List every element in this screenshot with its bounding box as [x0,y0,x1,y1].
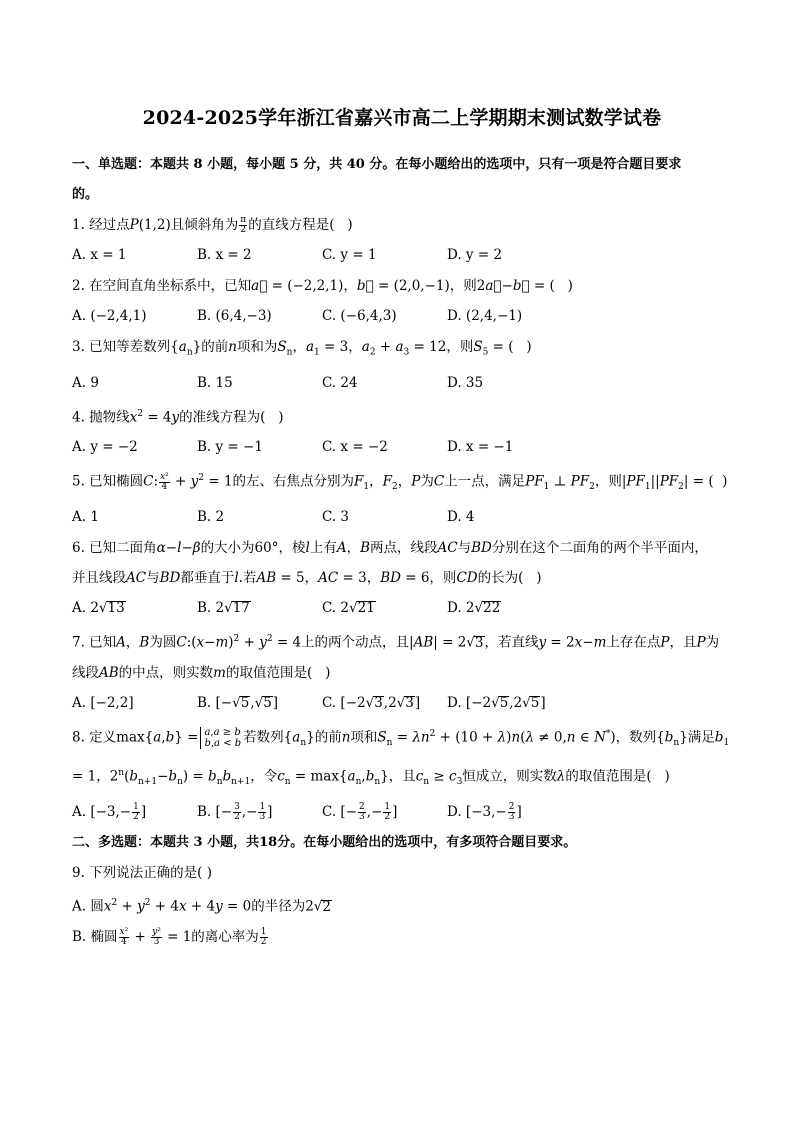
question-2-options [72,301,732,332]
q8-option-c[interactable]: C. [− $\frac{2}{3}$ ,− $\frac{1}{2}$ ] [322,802,398,823]
q1-option-a[interactable]: A. x = 1 [72,247,127,263]
q4-option-a[interactable]: A. y = −2 [72,439,138,456]
question-4: 4. 抛物线$x^2 = 4y$的准线方程为( ) [72,408,284,426]
question-5-options [72,502,732,533]
q6-option-a[interactable]: A. 2√13 [72,600,125,617]
q3-option-c[interactable]: C. 24 [322,374,358,391]
q6-option-c[interactable]: C. 2√21 [322,600,375,617]
question-6: 6. 已知二面角α−l−β的大小为60°，棱l上有A，B两点，线段AC与BD分别在这个二面角的两个半平面内， 并且线段AC与BD都垂直于l.若AB = 5，AC = 3，BD = 6，则CD的长为( ) [72,540,708,587]
q7-option-b[interactable]: B. [−√5,√5] [197,694,279,711]
q1-option-d[interactable]: D. y = 2 [447,247,503,263]
section-2-heading: 二、多选题：本题共 3 小题，共18分。在每小题给出的选项中，有多项符合题目要求。 [72,835,577,851]
q3-option-d[interactable]: D. 35 [447,374,484,391]
q4-option-c[interactable]: C. x = −2 [322,439,388,456]
q8-option-d[interactable]: D. [−3,− $\frac{2}{3}$ ] [447,802,522,823]
q2-option-a[interactable]: A. (−2,4,1) [72,308,147,324]
q1-option-b[interactable]: B. x = 2 [197,247,252,263]
q9-option-a[interactable]: A. 圆$x^2 + y^2 + 4x + 4y = 0$的半径为2√2 [72,898,331,915]
question-7: 7. 已知A，B为圆$C:(x-m)^2 + y^2 = 4$上的两个动点，且|AB| = 2√3，若直线y = 2x−m上存在点P，且P为 线段AB的中点，则实数m的取值范围是( ) [72,634,720,681]
section-1-heading [72,150,732,210]
question-3-options [72,368,732,399]
q8-option-b[interactable]: B. [− $\frac{3}{2}$ ,− $\frac{1}{3}$ ] [197,802,273,823]
question-2: 2. 在空间直角坐标系中，已知a⃗ = (−2,2,1)，b⃗ = (2,0,−1)，则2a⃗−b⃗ = ( ) [72,278,573,294]
q3-option-a[interactable]: A. 9 [72,374,99,391]
exam-title: 2024-2025学年浙江省嘉兴市高二上学期期末测试数学试卷 [142,107,662,129]
q2-option-d[interactable]: D. (2,4,−1) [447,308,523,324]
q5-option-c[interactable]: C. 3 [322,509,350,526]
q6-option-b[interactable]: B. 2√17 [197,600,250,617]
q7-option-c[interactable]: C. [−2√3,2√3] [322,694,421,711]
question-1: 1. 经过点P(1,2)且倾斜角为 $\frac{\pi}{2}$ 的直线方程是( ) [72,215,353,235]
question-6-options [72,593,732,624]
section-1-line1: 一、单选题：本题共 8 小题，每小题 5 分，共 40 分。在每小题给出的选项中，只有一项是符合题目要求 [72,157,682,172]
question-7-options [72,688,732,719]
q9-option-b[interactable]: B. 椭圆 $\frac{\text{x²}}{4}$ + $\frac{\text{y²}}{3}$ = 1的离心率为 $\frac{1}{2}$ [72,926,267,947]
section-1-line2: 的。 [72,187,99,202]
question-9: 9. 下列说法正确的是( ) [72,865,212,882]
question-1-options [72,240,732,271]
q2-option-c[interactable]: C. (−6,4,3) [322,308,397,324]
question-5: 5. 已知椭圆C: $\frac{\text{x²}}{4}$ + $y^2 = 1$的左、右焦点分别为$F_1$，$F_2$，P为C上一点，满足$PF_1$ ⊥ $PF_2$，则$|PF_1||PF_2|$ = ( ) [72,471,728,493]
question-8: 8. 定义max{a,b} = a,a ≥ b b,a < b 若数列$\{a_n\}$的前n项和$S_n = \lambda n^2 + (10 + \lambda)n(\lambda \ne 0,n$ ∈ N*)，数列$\{b_n\}$满足$b_1$ = 1，$2^n(b_{n+1}-b_n) = b_nb_{n+1}$，令$c_n = \max\{a_n,b_n\}$，且$c_n \ge c_3$恒成立，则实数λ的取值范围是( ) [72,726,730,788]
q5-option-d[interactable]: D. 4 [447,509,475,526]
q8-option-a[interactable]: A. [−3,− $\frac{1}{2}$ ] [72,802,147,823]
q5-option-a[interactable]: A. 1 [72,509,99,526]
q7-option-a[interactable]: A. [−2,2] [72,694,134,711]
question-4-options [72,432,732,463]
q1-option-c[interactable]: C. y = 1 [322,247,377,263]
q7-option-d[interactable]: D. [−2√5,2√5] [447,694,546,711]
q2-option-b[interactable]: B. (6,4,−3) [197,308,272,324]
question-3: 3. 已知等差数列$\{a_n\}$的前n项和为$S_n$，$a_1 = 3$，$a_2 + a_3 = 12$，则$S_5$ = ( ) [72,339,532,358]
q3-option-b[interactable]: B. 15 [197,374,233,391]
q4-option-d[interactable]: D. x = −1 [447,439,514,456]
question-8-options [72,797,732,828]
q6-option-d[interactable]: D. 2√22 [447,600,501,617]
q5-option-b[interactable]: B. 2 [197,509,225,526]
q4-option-b[interactable]: B. y = −1 [197,439,263,456]
